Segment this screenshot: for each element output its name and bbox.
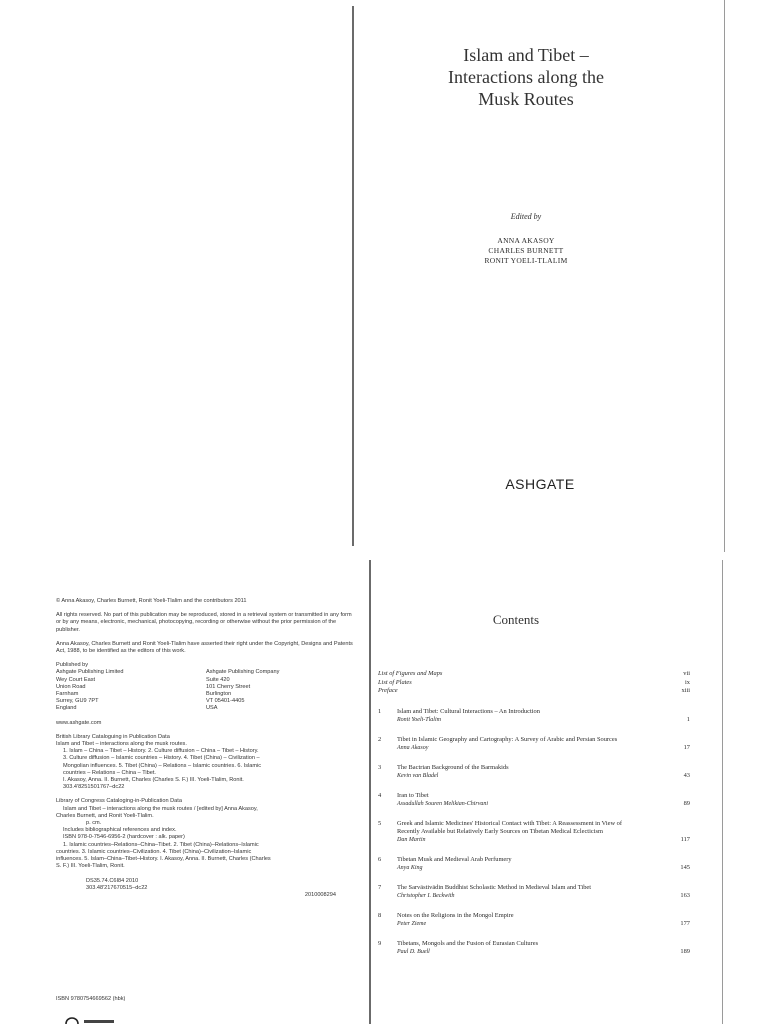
chapter-entry — [378, 940, 690, 956]
front-matter-label: Preface — [378, 687, 398, 694]
title-line: Islam and Tibet – — [463, 45, 589, 65]
rights-statement: All rights reserved. No part of this publication may be reproduced, stored in a retrieval system or transmitted in any form or by any means, electronic, mechanical, photocopying, recording or otherwise without the prior permission of the publisher. — [56, 612, 352, 633]
chapter-page: 189 — [680, 948, 690, 955]
chapter-number: 3 — [378, 764, 382, 771]
chapter-body — [397, 708, 662, 724]
chapter-number: 5 — [378, 820, 382, 827]
cip-line: Includes bibliographical references and index. — [63, 827, 177, 834]
title-line: Musk Routes — [478, 89, 574, 109]
front-matter-label: List of Figures and Maps — [378, 670, 443, 677]
cip-line: Islam and Tibet – interactions along the musk routes / [edited by] Anna Akasoy, — [63, 805, 258, 812]
chapter-number: 2 — [378, 736, 382, 743]
chapter-title: The Bactrian Background of the Barmakids — [397, 764, 509, 771]
address-line: VT 05401-4405 — [206, 698, 245, 705]
address-line: England — [56, 705, 77, 712]
copyright-notice: © Anna Akasoy, Charles Burnett, Ronit Yoeli-Tlalim and the contributors 2011 — [56, 598, 247, 604]
cip-line: Library of Congress Cataloging-in-Publication Data — [56, 798, 182, 805]
chapter-author: Anna Akasoy — [397, 745, 429, 751]
book-title — [356, 44, 696, 110]
chapter-title: The Sarvāstivādin Buddhist Scholastic Method in Medieval Islam and Tibet — [397, 884, 592, 891]
copyright-page — [56, 598, 356, 906]
address-line: Suite 420 — [206, 676, 230, 683]
cip-line: countries – Relations – China – Tibet. — [63, 769, 156, 776]
classification-line: 303.48'217670515–dc22 — [86, 884, 148, 891]
chapter-page: 43 — [683, 772, 690, 779]
address-line: Union Road — [56, 683, 86, 690]
cip-line: Charles Burnett, and Ronit Yoeli-Tlalim. — [56, 812, 154, 819]
chapter-entry — [378, 884, 690, 900]
chapter-page: 1 — [686, 716, 690, 723]
cip-line: 303.4'8251501767–dc22 — [63, 784, 125, 791]
cip-line: 1. Islamic countries–Relations–China–Tibet. 2. Tibet (China)–Relations–Islamic — [63, 841, 259, 848]
chapter-author: Peter Zieme — [397, 921, 427, 927]
front-matter-item — [378, 670, 690, 679]
cip-line: Mongolian influences. 5. Tibet (China) – Relations – Islamic countries. 6. Islamic — [63, 762, 262, 769]
us-address — [206, 669, 356, 712]
published-by-label: Published by — [56, 662, 89, 669]
chapter-body — [397, 884, 662, 900]
chapter-author: Christopher I. Beckwith — [397, 893, 455, 899]
cip-line: 3. Culture diffusion – Islamic countries – History. 4. Tibet (China) – Civilization – — [63, 755, 260, 762]
address-line: Burlington — [206, 691, 232, 698]
chapter-body — [397, 912, 662, 928]
chapter-title: Tibetan Musk and Medieval Arab Perfumery — [397, 856, 512, 863]
isbn-line: ISBN 9780754669562 (hbk) — [56, 996, 126, 1002]
chapter-body — [397, 820, 662, 844]
chapter-body — [397, 764, 662, 780]
address-line: Wey Court East — [56, 676, 96, 683]
chapter-entry — [378, 792, 690, 808]
front-matter-list — [378, 670, 690, 696]
spine-left-edge — [369, 560, 371, 1024]
front-matter-page: vii — [683, 670, 690, 677]
cip-line: British Library Cataloguing in Publication Data — [56, 733, 170, 740]
chapter-title: Notes on the Religions in the Mongol Empire — [397, 912, 514, 919]
chapter-author: Paul D. Buell — [397, 949, 430, 955]
chapter-entry — [378, 708, 690, 724]
lccn-number: 2010008294 — [304, 891, 336, 898]
contents-heading: Contents — [492, 612, 540, 627]
front-matter-label: List of Plates — [378, 678, 412, 686]
chapter-page: 163 — [680, 892, 690, 899]
address-line: Surrey, GU9 7PT — [56, 698, 99, 705]
publisher-website: www.ashgate.com — [56, 719, 102, 726]
address-line: Ashgate Publishing Limited — [56, 669, 124, 676]
fsc-logo-icon — [64, 1014, 124, 1024]
front-matter-page: xiii — [681, 687, 690, 694]
chapter-entry — [378, 764, 690, 780]
title-page-left-edge — [352, 6, 354, 546]
front-matter-item — [378, 679, 690, 688]
classification-block — [56, 878, 356, 900]
chapter-number: 6 — [378, 856, 382, 863]
cip-line: ISBN 978-0-7546-6956-2 (hardcover : alk. paper) — [63, 834, 185, 841]
chapter-body — [397, 736, 662, 752]
chapter-title: Greek and Islamic Medicines' Historical Contact with Tibet: A Reassessment in View of Recently Available but Relatively Early Sources on Tibetan Medical Eclecticism — [397, 820, 622, 835]
classification-line: DS35.74.C6I84 2010 — [86, 877, 139, 884]
editor-name: CHARLES BURNETT — [488, 246, 564, 255]
chapter-number: 1 — [378, 708, 382, 715]
publisher-logo: ASHGATE — [505, 476, 575, 492]
uk-address — [56, 669, 206, 712]
cip-line: Islam and Tibet – interactions along the musk routes. — [56, 741, 187, 748]
editor-name: ANNA AKASOY — [497, 236, 555, 245]
chapter-number: 8 — [378, 912, 382, 919]
cip-line: influences. 5. Islam–China–Tibet–History. I. Akasoy, Anna. II. Burnett, Charles (Charles — [56, 856, 271, 863]
chapter-number: 4 — [378, 792, 382, 799]
front-matter-page: ix — [685, 678, 690, 686]
chapter-entry — [378, 736, 690, 752]
title-line: Interactions along the — [448, 67, 604, 87]
chapter-author: Ronit Yoeli-Tlalim — [397, 717, 441, 723]
chapter-author: Anya King — [397, 865, 423, 871]
editors-list — [356, 236, 696, 266]
chapter-body — [397, 940, 662, 956]
chapter-entry — [378, 820, 690, 844]
chapter-title: Tibet in Islamic Geography and Cartography: A Survey of Arabic and Persian Sources — [397, 736, 618, 743]
cip-line: I. Akasoy, Anna. II. Burnett, Charles (Charles S. F.) III. Yoeli-Tlalim, Ronit. — [63, 777, 244, 784]
chapter-body — [397, 792, 662, 808]
contents-page — [378, 560, 714, 1024]
contents-page-right-edge — [722, 560, 723, 1024]
cip-line: 1. Islam – China – Tibet – History. 2. Culture diffusion – China – Tibet – History. — [63, 748, 259, 755]
chapter-author: Kevin van Bladel — [397, 773, 439, 779]
chapter-number: 7 — [378, 884, 382, 891]
chapter-number: 9 — [378, 940, 382, 947]
british-library-cip — [56, 734, 356, 792]
publisher-addresses — [56, 669, 356, 712]
chapter-page: 145 — [680, 864, 690, 871]
title-page — [356, 0, 768, 548]
front-matter-item — [378, 687, 690, 696]
cip-line: p. cm. — [86, 820, 102, 827]
chapter-title: Islam and Tibet: Cultural Interactions – An Introduction — [397, 708, 540, 715]
cip-line: countries. 3. Islamic countries–Civilization. 4. Tibet (China)–Civilization–Islamic — [56, 848, 252, 855]
address-line: Farnham — [56, 691, 79, 698]
chapter-author: Assadullah Souren Melikian-Chirvani — [397, 801, 489, 807]
chapter-page: 17 — [683, 744, 690, 751]
chapter-body — [397, 856, 662, 872]
editor-name: RONIT YOELI-TLALIM — [484, 256, 568, 265]
chapter-page: 89 — [683, 800, 690, 807]
chapter-entry — [378, 856, 690, 872]
chapter-title: Tibetans, Mongols and the Fusion of Eurasian Cultures — [397, 940, 539, 947]
address-line: Ashgate Publishing Company — [206, 669, 280, 676]
moral-rights-statement: Anna Akasoy, Charles Burnett and Ronit Yoeli-Tlalim have asserted their right under the Copyright, Designs and Patents Act, 1988, to be identified as the editors of this work. — [56, 640, 353, 655]
edited-by-label: Edited by — [510, 212, 542, 221]
chapter-page: 177 — [680, 920, 690, 927]
library-of-congress-cip — [56, 798, 356, 870]
chapter-entry — [378, 912, 690, 928]
address-line: 101 Cherry Street — [206, 683, 251, 690]
fsc-tree-icon — [64, 1014, 124, 1024]
chapter-title: Iran to Tibet — [397, 792, 429, 799]
chapter-author: Dan Martin — [397, 837, 426, 843]
cip-line: S. F.) III. Yoeli-Tlalim, Ronit. — [56, 863, 125, 870]
chapter-page: 117 — [680, 836, 690, 843]
address-line: USA — [206, 705, 218, 712]
chapter-list — [378, 708, 690, 968]
